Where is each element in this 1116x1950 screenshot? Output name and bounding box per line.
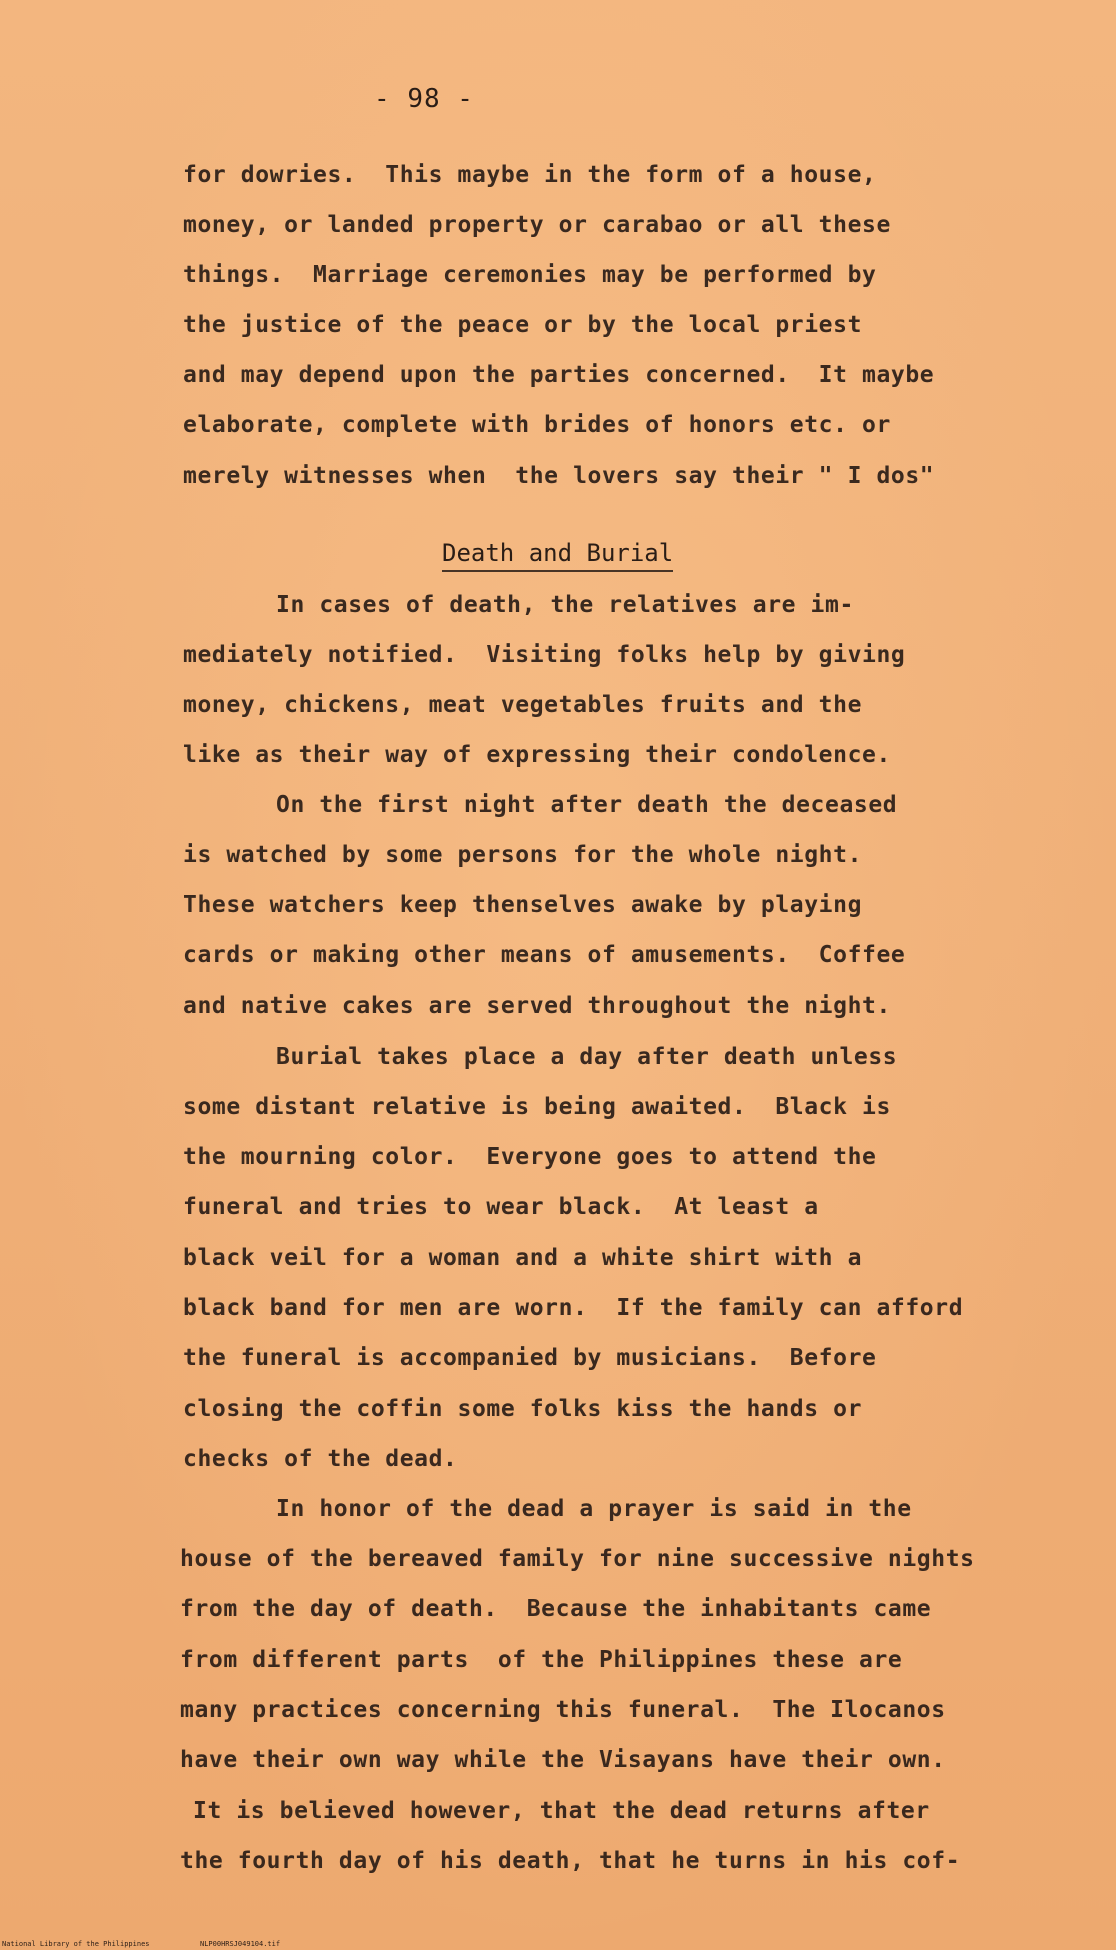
text-line: from different parts of the Philippines these are (180, 1647, 903, 1673)
footer-filename: NLP00HRSJ049104.tif (200, 1940, 281, 1948)
text-line: black band for men are worn. If the family can afford (183, 1295, 964, 1321)
text-line: the fourth day of his death, that he turns in his cof- (180, 1848, 961, 1874)
text-line: elaborate, complete with brides of honors etc. or (183, 412, 891, 438)
scan-footer (0, 1936, 1116, 1950)
text-line: things. Marriage ceremonies may be performed by (183, 262, 877, 288)
text-line: money, chickens, meat vegetables fruits and the (183, 692, 863, 718)
text-line: many practices concerning this funeral. The Ilocanos (180, 1697, 946, 1723)
text-line: checks of the dead. (183, 1446, 458, 1472)
text-line: have their own way while the Visayans have their own. (180, 1747, 946, 1773)
text-line: mediately notified. Visiting folks help by giving (183, 642, 906, 668)
text-line: In cases of death, the relatives are im- (276, 592, 854, 618)
text-line: funeral and tries to wear black. At least a (183, 1194, 819, 1220)
text-line: and may depend upon the parties concerned. It maybe (183, 362, 935, 388)
text-line: like as their way of expressing their condolence. (183, 742, 891, 768)
text-line: These watchers keep thenselves awake by playing (183, 892, 863, 918)
text-line: the justice of the peace or by the local priest (183, 312, 863, 338)
page-number: - 98 - (374, 84, 474, 114)
text-line: money, or landed property or carabao or all these (183, 212, 891, 238)
text-line: black veil for a woman and a white shirt with a (183, 1245, 863, 1271)
footer-source: National Library of the Philippines (2, 1940, 150, 1948)
text-line: In honor of the dead a prayer is said in the (276, 1496, 912, 1522)
text-line: some distant relative is being awaited. Black is (183, 1094, 891, 1120)
text-line: the funeral is accompanied by musicians. Before (183, 1345, 877, 1371)
text-line: merely witnesses when the lovers say their " I dos" (183, 463, 935, 489)
text-line: is watched by some persons for the whole night. (183, 842, 863, 868)
text-line: the mourning color. Everyone goes to attend the (183, 1144, 877, 1170)
text-line: On the first night after death the deceased (276, 792, 898, 818)
text-line: It is believed however, that the dead returns after (193, 1798, 930, 1824)
text-line: closing the coffin some folks kiss the hands or (183, 1396, 863, 1422)
text-line: for dowries. This maybe in the form of a house, (183, 162, 877, 188)
section-heading: Death and Burial (442, 538, 673, 572)
text-line: cards or making other means of amusements. Coffee (183, 942, 906, 968)
text-line: from the day of death. Because the inhabitants came (180, 1596, 932, 1622)
text-line: house of the bereaved family for nine successive nights (180, 1546, 975, 1572)
text-line: Burial takes place a day after death unless (276, 1044, 898, 1070)
text-line: and native cakes are served throughout the night. (183, 993, 891, 1019)
